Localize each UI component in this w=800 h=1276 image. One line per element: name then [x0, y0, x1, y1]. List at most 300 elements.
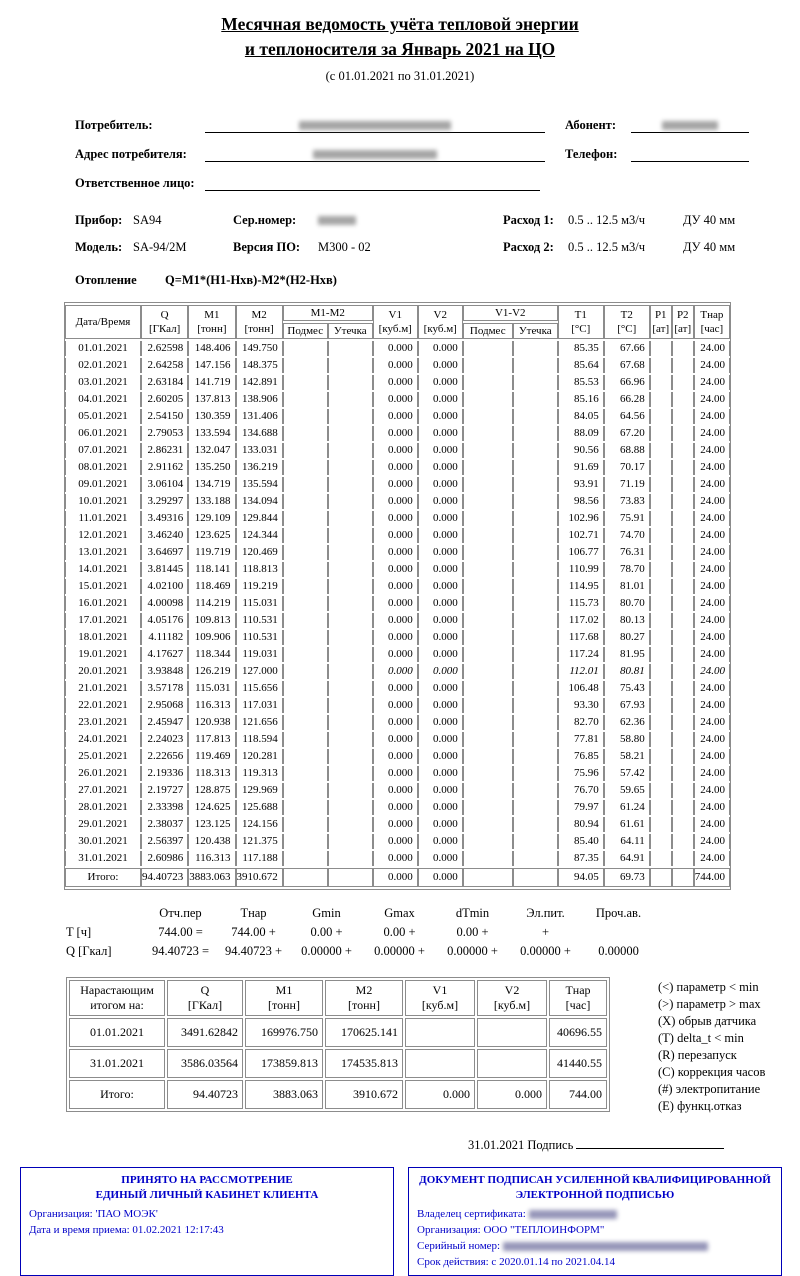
cell-t2: 80.81 — [604, 664, 650, 679]
cell-p1 — [650, 426, 672, 441]
redacted-abonent-value — [662, 121, 718, 130]
cell-date: 15.01.2021 — [65, 579, 141, 594]
cell-v1: 0.000 — [373, 545, 418, 560]
cell-tnar: 744.00 — [549, 1080, 607, 1109]
cell-p1 — [650, 579, 672, 594]
cell-tnar: 24.00 — [694, 579, 730, 594]
cell-utechka1 — [328, 630, 373, 645]
cell-podmes2 — [463, 528, 513, 543]
cell-v1: 0.000 — [373, 715, 418, 730]
cell-podmes1 — [283, 511, 328, 526]
cell-utechka2 — [513, 817, 558, 832]
col-header-v1 — [373, 305, 418, 339]
cell-q: 3.64697 — [141, 545, 188, 560]
cell-t1: 98.56 — [558, 494, 604, 509]
totals-podmes1 — [283, 868, 328, 887]
cell-tnar: 24.00 — [694, 851, 730, 866]
cell-p1 — [650, 358, 672, 373]
cell-utechka2 — [513, 358, 558, 373]
cell-utechka1 — [328, 426, 373, 441]
cell-podmes2 — [463, 851, 513, 866]
table-header — [65, 305, 730, 339]
totals-label: Итого: — [65, 868, 141, 887]
cell-q: 2.63184 — [141, 375, 188, 390]
cell-q: 2.45947 — [141, 715, 188, 730]
cell-v2: 0.000 — [418, 647, 463, 662]
cell-t2: 71.19 — [604, 477, 650, 492]
cell-p1 — [650, 613, 672, 628]
cell-t1: 117.24 — [558, 647, 604, 662]
cell-podmes2 — [463, 749, 513, 764]
cell-t1: 112.01 — [558, 664, 604, 679]
phone-value-field — [631, 145, 749, 162]
totals-utechka1 — [328, 868, 373, 887]
cell-podmes1 — [283, 766, 328, 781]
col-unit: [тонн] — [244, 322, 274, 335]
summary-t-values — [144, 925, 655, 940]
cell-p1 — [650, 800, 672, 815]
col-unit: [куб.м] — [423, 322, 457, 335]
cell-t2: 64.56 — [604, 409, 650, 424]
cell-tnar: 24.00 — [694, 358, 730, 373]
cell-v2: 0.000 — [418, 681, 463, 696]
cell-tnar: 24.00 — [694, 749, 730, 764]
col-unit: [тонн] — [268, 997, 300, 1012]
cell-p1 — [650, 715, 672, 730]
cell-date: 09.01.2021 — [65, 477, 141, 492]
responsible-label: Ответственное лицо: — [75, 175, 195, 190]
cell-t2: 61.24 — [604, 800, 650, 815]
cell-q: 2.22656 — [141, 749, 188, 764]
cell-t1: 115.73 — [558, 596, 604, 611]
cert-serial-label: Серийный номер: — [417, 1240, 501, 1253]
cell-podmes2 — [463, 426, 513, 441]
col-header-date: Дата/Время — [65, 305, 141, 339]
col-header-m1 — [188, 305, 235, 339]
cell-utechka2 — [513, 698, 558, 713]
cell-podmes1 — [283, 664, 328, 679]
cell-p1 — [650, 817, 672, 832]
cell-podmes2 — [463, 494, 513, 509]
summary-q-row — [66, 942, 800, 961]
cell-p1 — [650, 732, 672, 747]
cell-date: 07.01.2021 — [65, 443, 141, 458]
cell-tnar: 24.00 — [694, 613, 730, 628]
cumulative-header-row — [69, 980, 607, 1016]
cell-m1: 132.047 — [188, 443, 235, 458]
cell-podmes2 — [463, 647, 513, 662]
cell-t1: 75.96 — [558, 766, 604, 781]
cell-q: 2.91162 — [141, 460, 188, 475]
cell-m2: 121.656 — [236, 715, 283, 730]
cell-date: Итого: — [69, 1080, 165, 1109]
cell-utechka1 — [328, 358, 373, 373]
cell-m2: 119.031 — [236, 647, 283, 662]
flow2-label: Расход 2: — [503, 239, 554, 254]
cell-p1 — [650, 460, 672, 475]
summary-t-cell: 0.00 + — [456, 924, 489, 939]
col-header-v1v2-group: V1-V2 — [463, 305, 558, 321]
cell-tnar: 24.00 — [694, 681, 730, 696]
col-unit: итогом на: — [90, 997, 144, 1012]
summary-q-cell: 0.00000 + — [520, 943, 571, 958]
cell-m2: 124.344 — [236, 528, 283, 543]
redacted-serial-value — [318, 216, 356, 225]
cell-date: 14.01.2021 — [65, 562, 141, 577]
cell-p2 — [672, 511, 694, 526]
cell-p1 — [650, 783, 672, 798]
cell-t1: 76.70 — [558, 783, 604, 798]
page-title — [0, 12, 800, 63]
cell-m1: 115.031 — [188, 681, 235, 696]
cell-m1: 148.406 — [188, 341, 235, 356]
summary-header-cell: Тнар — [240, 905, 267, 920]
cell-date: 05.01.2021 — [65, 409, 141, 424]
cell-t1: 117.02 — [558, 613, 604, 628]
cell-podmes2 — [463, 460, 513, 475]
summary-header-cell: Gmax — [384, 905, 415, 920]
cell-p2 — [672, 647, 694, 662]
cell-q: 3586.03564 — [167, 1049, 243, 1078]
cell-v2: 0.000 — [418, 392, 463, 407]
summary-q-values — [144, 944, 655, 959]
cell-t2: 73.83 — [604, 494, 650, 509]
cell-tnar: 24.00 — [694, 409, 730, 424]
table-row — [65, 647, 730, 662]
cell-m2: 131.406 — [236, 409, 283, 424]
cell-m2: 124.156 — [236, 817, 283, 832]
cell-t2: 81.95 — [604, 647, 650, 662]
cell-podmes2 — [463, 579, 513, 594]
totals-m1: 3883.063 — [188, 868, 235, 887]
cell-utechka2 — [513, 732, 558, 747]
cell-utechka2 — [513, 562, 558, 577]
totals-p2 — [672, 868, 694, 887]
col-title: P1 — [654, 308, 667, 321]
table-row — [65, 358, 730, 373]
cell-podmes1 — [283, 341, 328, 356]
col-unit: [ГКал] — [187, 997, 223, 1012]
cell-v2: 0.000 — [477, 1080, 547, 1109]
du2-value: ДУ 40 мм — [683, 239, 736, 254]
cell-t2: 81.01 — [604, 579, 650, 594]
cell-utechka1 — [328, 732, 373, 747]
cert-owner-line — [417, 1207, 773, 1223]
cell-podmes2 — [463, 443, 513, 458]
cell-p1 — [650, 698, 672, 713]
cell-utechka1 — [328, 562, 373, 577]
cell-utechka1 — [328, 477, 373, 492]
cell-p1 — [650, 409, 672, 424]
cell-v1: 0.000 — [373, 494, 418, 509]
cell-date: 29.01.2021 — [65, 817, 141, 832]
cell-q: 3.06104 — [141, 477, 188, 492]
cell-t2: 80.13 — [604, 613, 650, 628]
cell-t1: 93.91 — [558, 477, 604, 492]
cell-v1: 0.000 — [373, 392, 418, 407]
abonent-label: Абонент: — [565, 117, 616, 132]
cell-t2: 67.68 — [604, 358, 650, 373]
cell-v1: 0.000 — [373, 766, 418, 781]
device-label: Прибор: — [75, 212, 123, 227]
redacted-consumer-value — [299, 121, 451, 130]
signature-box-title-2: ЭЛЕКТРОННОЙ ПОДПИСЬЮ — [515, 1188, 675, 1201]
cell-p2 — [672, 834, 694, 849]
cell-t2: 61.61 — [604, 817, 650, 832]
cell-date: 11.01.2021 — [65, 511, 141, 526]
cell-v2: 0.000 — [418, 426, 463, 441]
cumulative-row — [69, 1049, 607, 1078]
cell-date: 26.01.2021 — [65, 766, 141, 781]
cell-podmes1 — [283, 494, 328, 509]
redacted-cert-owner — [529, 1210, 617, 1219]
cell-v2: 0.000 — [418, 545, 463, 560]
cell-t1: 85.64 — [558, 358, 604, 373]
cell-m2: 142.891 — [236, 375, 283, 390]
cell-p1 — [650, 834, 672, 849]
cell-utechka1 — [328, 783, 373, 798]
cell-m1: 169976.750 — [245, 1018, 323, 1047]
cell-v2: 0.000 — [418, 562, 463, 577]
summary-q-cell: 94.40723 + — [224, 943, 283, 958]
legend-item: (<) параметр < min — [658, 979, 759, 994]
cell-utechka2 — [513, 477, 558, 492]
cell-utechka2 — [513, 511, 558, 526]
cell-date: 21.01.2021 — [65, 681, 141, 696]
cell-v2: 0.000 — [418, 749, 463, 764]
summary-t-cell: 0.00 + — [383, 924, 416, 939]
cell-v1: 0.000 — [373, 596, 418, 611]
legend-item: (R) перезапуск — [658, 1047, 737, 1062]
cell-t1: 110.99 — [558, 562, 604, 577]
cell-t1: 77.81 — [558, 732, 604, 747]
cell-tnar: 24.00 — [694, 664, 730, 679]
cell-p2 — [672, 562, 694, 577]
cell-m1: 133.188 — [188, 494, 235, 509]
cell-m1: 109.813 — [188, 613, 235, 628]
cell-m2: 115.031 — [236, 596, 283, 611]
cell-utechka1 — [328, 596, 373, 611]
cell-utechka2 — [513, 647, 558, 662]
totals-v2: 0.000 — [418, 868, 463, 887]
cell-podmes1 — [283, 851, 328, 866]
summary-header-cell: Проч.ав. — [595, 905, 642, 920]
col-title: V1 — [388, 308, 402, 321]
cell-t2: 68.88 — [604, 443, 650, 458]
cell-v1: 0.000 — [373, 698, 418, 713]
signature-line — [576, 1135, 724, 1149]
cell-podmes2 — [463, 681, 513, 696]
cell-p2 — [672, 664, 694, 679]
cell-utechka1 — [328, 341, 373, 356]
cert-org-line: Организация: ООО "ТЕПЛОИНФОРМ" — [417, 1224, 605, 1237]
cell-v2: 0.000 — [418, 443, 463, 458]
cell-t1: 114.95 — [558, 579, 604, 594]
signature-row — [468, 1135, 800, 1153]
table-row — [65, 562, 730, 577]
cell-m2: 170625.141 — [325, 1018, 403, 1047]
cell-m1: 118.469 — [188, 579, 235, 594]
heating-formula-row — [75, 273, 800, 288]
col-title: V1 — [432, 982, 448, 997]
cell-podmes2 — [463, 698, 513, 713]
cell-v1: 0.000 — [373, 630, 418, 645]
report-period: (с 01.01.2021 по 31.01.2021) — [325, 68, 475, 83]
cell-podmes2 — [463, 341, 513, 356]
cell-m1: 118.141 — [188, 562, 235, 577]
cell-podmes2 — [463, 409, 513, 424]
cert-serial-line — [417, 1239, 773, 1255]
cell-v1: 0.000 — [373, 443, 418, 458]
cell-v2: 0.000 — [418, 613, 463, 628]
cell-m2: 134.688 — [236, 426, 283, 441]
col-unit: [тонн] — [348, 997, 380, 1012]
cell-m1: 123.625 — [188, 528, 235, 543]
device-info-block — [0, 207, 800, 261]
cell-p2 — [672, 375, 694, 390]
cell-v2: 0.000 — [418, 817, 463, 832]
col-header-q — [141, 305, 188, 339]
model-label: Модель: — [75, 239, 123, 254]
cell-t2: 66.28 — [604, 392, 650, 407]
cell-m2: 117.031 — [236, 698, 283, 713]
cell-m2: 119.219 — [236, 579, 283, 594]
totals-v1: 0.000 — [373, 868, 418, 887]
cell-utechka1 — [328, 579, 373, 594]
col-title: V2 — [433, 308, 447, 321]
cell-podmes2 — [463, 715, 513, 730]
cell-t2: 59.65 — [604, 783, 650, 798]
cell-m1: 116.313 — [188, 851, 235, 866]
cell-utechka1 — [328, 528, 373, 543]
cell-podmes1 — [283, 562, 328, 577]
cell-tnar: 24.00 — [694, 460, 730, 475]
cell-p1 — [650, 630, 672, 645]
cell-m2: 117.188 — [236, 851, 283, 866]
cell-p2 — [672, 392, 694, 407]
acceptance-datetime: Дата и время приема: 01.02.2021 12:17:43 — [29, 1224, 224, 1237]
cell-date: 31.01.2021 — [69, 1049, 165, 1078]
cell-q: 2.54150 — [141, 409, 188, 424]
cell-p2 — [672, 851, 694, 866]
cell-utechka2 — [513, 681, 558, 696]
summary-header-cell: dTmin — [455, 905, 490, 920]
cell-q: 2.86231 — [141, 443, 188, 458]
redacted-cert-serial — [503, 1242, 708, 1251]
cell-v2: 0.000 — [418, 409, 463, 424]
cell-p1 — [650, 375, 672, 390]
cell-m1: 147.156 — [188, 358, 235, 373]
cell-date: 08.01.2021 — [65, 460, 141, 475]
cell-q: 2.33398 — [141, 800, 188, 815]
table-row — [65, 477, 730, 492]
cell-date: 12.01.2021 — [65, 528, 141, 543]
table-row — [65, 443, 730, 458]
cell-v1: 0.000 — [373, 834, 418, 849]
cell-v2: 0.000 — [418, 528, 463, 543]
cell-q: 2.19336 — [141, 766, 188, 781]
table-row — [65, 715, 730, 730]
cell-utechka1 — [328, 834, 373, 849]
cell-m1: 118.344 — [188, 647, 235, 662]
cell-t1: 84.05 — [558, 409, 604, 424]
cell-v1: 0.000 — [373, 358, 418, 373]
cell-p1 — [650, 528, 672, 543]
firmware-label: Версия ПО: — [233, 239, 301, 254]
cell-q: 2.38037 — [141, 817, 188, 832]
cell-utechka2 — [513, 545, 558, 560]
cell-m1: 109.906 — [188, 630, 235, 645]
legend-item: (E) функц.отказ — [658, 1098, 742, 1113]
cell-q: 3.46240 — [141, 528, 188, 543]
flow1-label: Расход 1: — [503, 212, 554, 227]
cell-q: 3.49316 — [141, 511, 188, 526]
cell-tnar: 24.00 — [694, 800, 730, 815]
cell-podmes1 — [283, 528, 328, 543]
col-unit: [куб.м] — [378, 322, 412, 335]
cell-v2: 0.000 — [418, 732, 463, 747]
cell-v2: 0.000 — [418, 783, 463, 798]
cell-podmes2 — [463, 477, 513, 492]
cell-m1: 119.469 — [188, 749, 235, 764]
cell-podmes2 — [463, 545, 513, 560]
cell-p1 — [650, 664, 672, 679]
cell-m1: 120.438 — [188, 834, 235, 849]
signature-box-title-1: ДОКУМЕНТ ПОДПИСАН УСИЛЕННОЙ КВАЛИФИЦИРОВАННОЙ — [419, 1173, 771, 1186]
cell-p2 — [672, 698, 694, 713]
table-row — [65, 766, 730, 781]
cell-t1: 80.94 — [558, 817, 604, 832]
legend-item: (T) delta_t < min — [658, 1030, 744, 1045]
cell-utechka1 — [328, 511, 373, 526]
cell-q: 4.17627 — [141, 647, 188, 662]
cell-utechka1 — [328, 715, 373, 730]
legend-item: (X) обрыв датчика — [658, 1013, 757, 1028]
cell-m1: 135.250 — [188, 460, 235, 475]
cell-date: 16.01.2021 — [65, 596, 141, 611]
cell-p1 — [650, 647, 672, 662]
table-row — [65, 528, 730, 543]
cell-q: 3.81445 — [141, 562, 188, 577]
cell-m1: 117.813 — [188, 732, 235, 747]
col-title: M2 — [251, 308, 267, 321]
cell-v2: 0.000 — [418, 579, 463, 594]
cell-m2: 115.656 — [236, 681, 283, 696]
cell-tnar: 24.00 — [694, 698, 730, 713]
col-title: M1 — [275, 982, 293, 997]
cell-utechka2 — [513, 460, 558, 475]
cell-podmes1 — [283, 443, 328, 458]
cell-utechka1 — [328, 817, 373, 832]
cell-q: 3.57178 — [141, 681, 188, 696]
cell-m2: 119.313 — [236, 766, 283, 781]
cell-v1: 0.000 — [373, 851, 418, 866]
cell-p1 — [650, 392, 672, 407]
col-title: Q — [200, 982, 210, 997]
cell-t2: 58.21 — [604, 749, 650, 764]
cell-m2: 3910.672 — [325, 1080, 403, 1109]
cell-tnar: 24.00 — [694, 783, 730, 798]
cell-q: 4.05176 — [141, 613, 188, 628]
col-unit: [°C] — [571, 322, 591, 335]
cell-tnar: 24.00 — [694, 647, 730, 662]
cell-p2 — [672, 341, 694, 356]
cell-podmes1 — [283, 749, 328, 764]
heating-formula: Q=M1*(H1-Hхв)-M2*(H2-Hхв) — [165, 272, 337, 287]
cell-p1 — [650, 851, 672, 866]
col-header-m2 — [236, 305, 283, 339]
responsible-row — [75, 162, 800, 191]
